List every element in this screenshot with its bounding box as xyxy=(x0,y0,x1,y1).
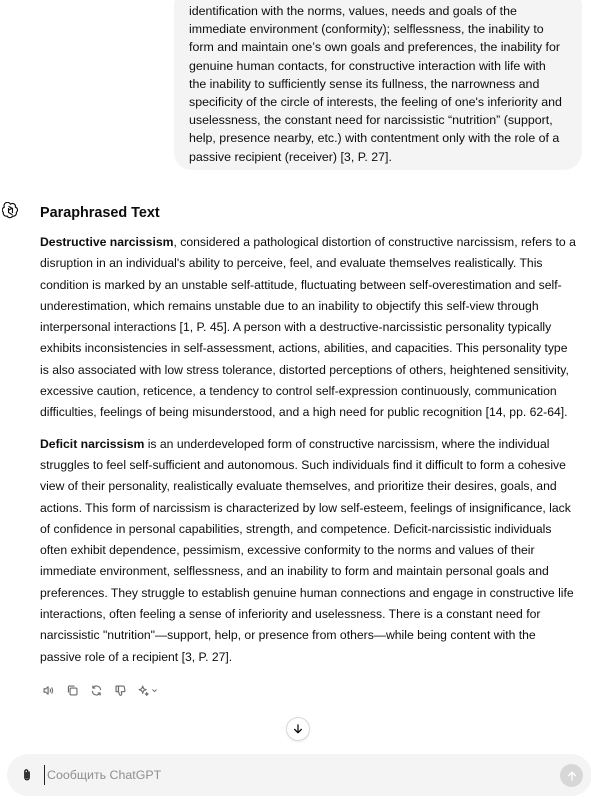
paragraph-term: Destructive narcissism xyxy=(40,235,174,249)
assistant-message xyxy=(40,203,576,678)
copy-icon[interactable] xyxy=(64,682,80,698)
paragraph-body: is an underdeveloped form of constructive narcissism, where the individual struggles to feel self-sufficient and autonomous. Such individuals find it difficult to form a cohesive view of their personality, realistically evaluate themselves, and prioritize their desires, goals, and actions. This form of narcissism is characterized by low self-esteem, feelings of insignificance, lack of confidence in personal capabilities, strength, and competence. Deficit-narcissistic individuals often exhibit dependence, pessimism, excessive conformity to the norms and values of their immediate environment, selflessness, and an inability to form and maintain personal goals and preferences. They struggle to establish genuine human connections and engage in constructive life interactions, often feeling a sense of inferiority and uselessness. There is a constant need for narcissistic "nutrition"—support, help, or presence from others—while being content with the passive role of a recipient [3, P. 27]. xyxy=(40,436,574,664)
assistant-heading: Paraphrased Text xyxy=(40,205,160,221)
paragraph-destructive-narcissism xyxy=(40,232,576,424)
user-message-bubble xyxy=(174,0,582,170)
message-actions xyxy=(40,682,158,698)
paragraph-term: Deficit narcissism xyxy=(40,436,145,451)
arrow-up-icon xyxy=(566,770,578,782)
sparkle-model-icon[interactable] xyxy=(136,682,158,698)
send-button[interactable] xyxy=(560,764,583,787)
paragraph-body: , considered a pathological distortion of constructive narcissism, refers to a disruption in an individual's ability to perceive, feel, and evaluate themselves realistically. This condition is marked by an unstable self-attitude, fluctuating between self-overestimation and self-underestimation, which remains unstable due to an inability to objectify this self-view through interpersonal interactions [1, P. 45]. A person with a destructive-narcissistic personality typically exhibits inconsistencies in self-assessment, actions, abilities, and capacities. This personality type is also associated with low stress tolerance, distorted perceptions of others, heightened sensitivity, excessive caution, reticence, a tendency to control self-expression continuously, communication difficulties, feelings of being misunderstood, and a high need for public recognition [14, pp. 62-64]. xyxy=(40,235,576,420)
paragraph-deficit-narcissism xyxy=(40,434,576,668)
message-input[interactable] xyxy=(44,765,544,785)
regenerate-icon[interactable] xyxy=(88,682,104,698)
openai-logo-icon xyxy=(0,200,20,220)
thumbs-down-icon[interactable] xyxy=(112,682,128,698)
speaker-icon[interactable] xyxy=(40,682,56,698)
user-message-text: identification with the norms, values, needs and goals of the immediate environment (conformity); selflessness, the inability to form and maintain one’s own goals and preferences, the inability for genuine human contacts, for constructive interaction with life with the inability to sufficiently sense its fullness, the narrowness and specificity of the circle of interests, the feeling of one's inferiority and uselessness, the constant need for narcissistic “nutrition” (support, help, presence nearby, etc.) with contentment only with the role of a passive recipient (receiver) [3, P. 27]. xyxy=(189,4,562,164)
arrow-down-icon xyxy=(292,723,304,735)
scroll-to-bottom-button[interactable] xyxy=(286,717,310,741)
message-composer xyxy=(7,754,591,796)
chevron-down-icon xyxy=(151,687,158,694)
paperclip-icon[interactable] xyxy=(17,765,37,785)
